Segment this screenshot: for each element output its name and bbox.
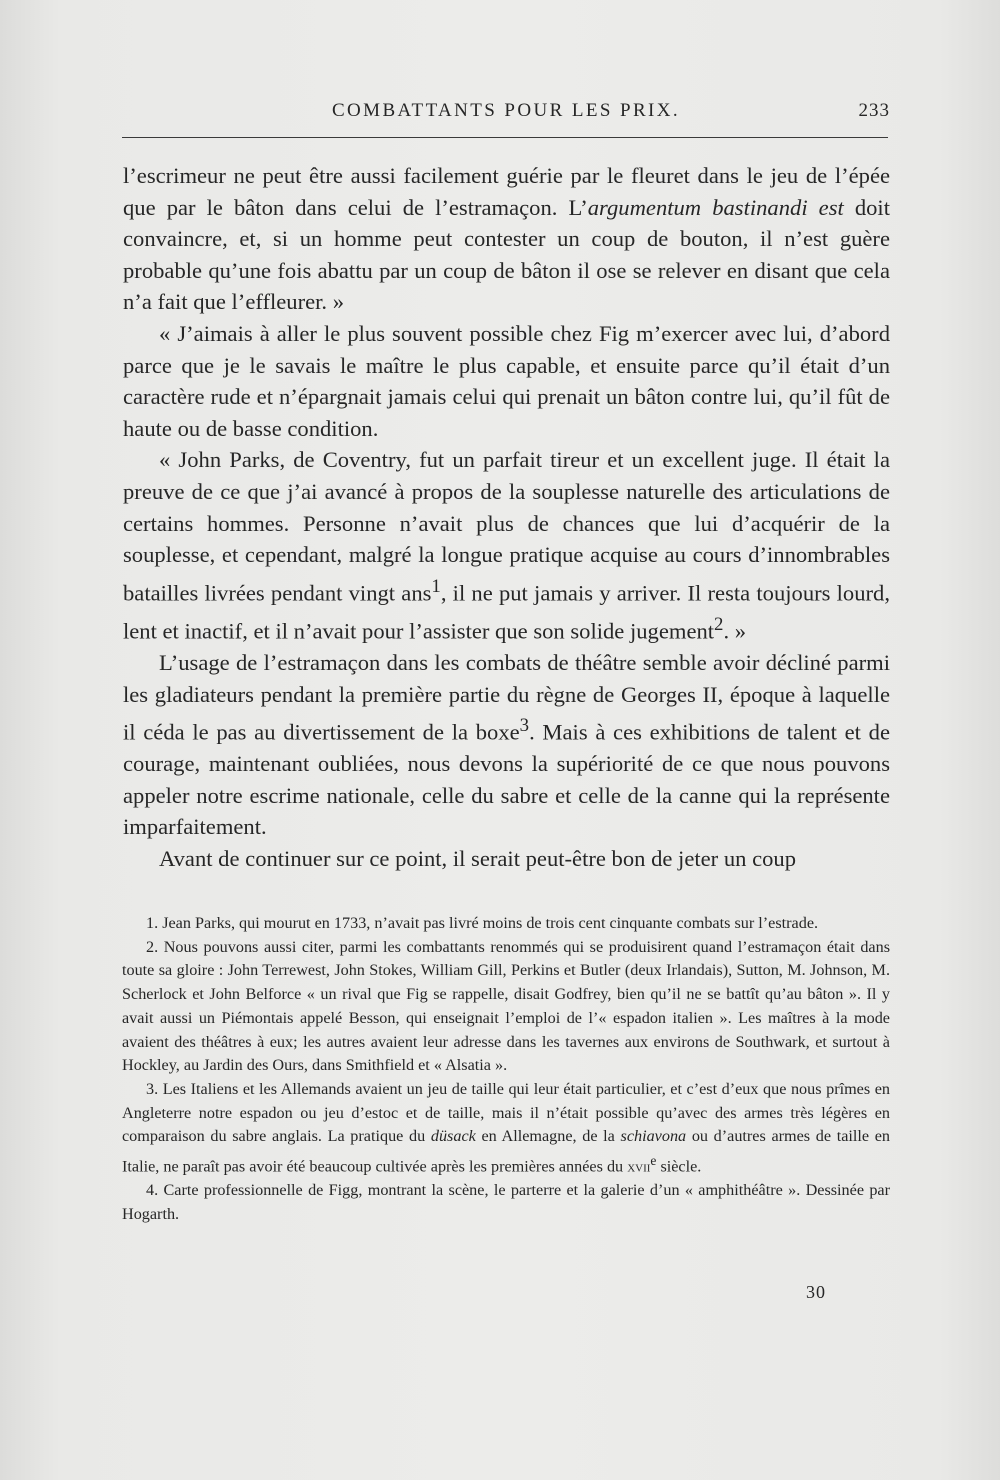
century-suffix: e — [650, 1153, 657, 1169]
paragraph-1 — [123, 160, 890, 318]
footnote-ref-1: 1 — [431, 575, 441, 597]
paragraph-4 — [123, 647, 890, 843]
paragraph-1-start: l’escrimeur ne peut être aussi facilement guérie par le fleuret dans le jeu de l’épée que par le bâton dans celui de l’estramaçon. — [123, 163, 890, 220]
footnote-4: 4. Carte professionnelle de Figg, montrant la scène, le parterre et la galerie d’un « amphithéâtre ». Dessinée par Hogarth. — [122, 1181, 890, 1223]
paragraph-2: « J’aimais à aller le plus souvent possible chez Fig m’exercer avec lui, d’abord parce que je le savais le maître le plus capable, et ensuite parce qu’il était d’un caractère rude et n’épargnait jamais celui qui prenait un bâton contre lui, qu’il fût de haute ou de basse condition. — [123, 320, 890, 441]
paragraph-4-start: L’usage de l’estramaçon dans les combats de théâtre semble avoir décliné parmi les gladiateurs pendant la première partie du règne de Georges II, époque à laquelle il céda le pas au divertissement de la boxe — [123, 649, 890, 745]
footnote-3 — [122, 1078, 890, 1179]
latin-phrase: argumentum bastinandi est — [587, 194, 844, 220]
footnote-3-a: 3. Les Italiens et les Allemands avaient un jeu de taille qui leur était particulier, et c’est d’eux que nous prîmes en Angleterre notre espadon ou jeu d’estoc et de taille, mais il n’était possible qu’avec des armes très légères en comparaison du sabre anglais. La pratique du — [122, 1079, 890, 1146]
paragraph-3-end: . » — [723, 618, 747, 644]
century-numeral: xvii — [627, 1157, 651, 1176]
footnote-2: 2. Nous pouvons aussi citer, parmi les combattants renommés qui se produisirent quand l’estramaçon était dans toute sa gloire : John Terrewest, John Stokes, William Gill, Perkins et Butler (deux Irlandais), Sutton, M. Johnson, M. Scherlock et John Belforce « un rival que Fig se rappelle, disait Godfrey, bien qu’il ne se battît qu’au bâton ». Il y avait aussi un Piémontais appelé Besson, qui enseignait l’emploi de l’« espadon italien ». Les maîtres à la mode avaient des théâtres à eux; les autres avaient leur adresse dans les tavernes aux environs de Southwark, et surtout à Hockley, au Jardin des Ours, dans Smithfield et « Alsatia ». — [122, 937, 890, 1075]
paragraph-3-start: « John Parks, de Coventry, fut un parfait tireur et un excellent juge. Il était la preuve de ce que j’ai avancé à propos de la souplesse naturelle des articulations de certains hommes. Personne n’avait plus de chances que lui d’acquérir de la souplesse, et cependant, malgré la longue pratique acquise au cours d’innombrables batailles livrées pendant vingt ans — [123, 447, 890, 606]
paragraph-3 — [123, 444, 890, 647]
term-schiavona: schiavona — [620, 1127, 687, 1146]
term-dusack: düsack — [430, 1127, 476, 1146]
footnote-3-d: siècle. — [656, 1157, 702, 1176]
footnote-3-c: ou d’autres armes de taille en Italie, ne paraît pas avoir été beaucoup cultivée après les premières années du — [122, 1127, 890, 1176]
running-title: COMBATTANTS POUR LES PRIX. — [331, 100, 681, 121]
footnote-ref-3: 3 — [519, 715, 530, 737]
latin-apostrophe: L’ — [568, 194, 588, 220]
footnote-3-b: en Allemagne, de la — [475, 1127, 621, 1146]
paragraph-4-end: . Mais à ces exhibitions de talent et de courage, maintenant oubliées, nous devons la supériorité de ce que nous pouvons appeler notre escrime nationale, celle du sabre et celle de la canne qui la représente imparfaitement. — [123, 719, 890, 840]
footnote-1: 1. Jean Parks, qui mourut en 1733, n’avait pas livré moins de trois cent cinquante combats sur l’estrade. — [146, 914, 819, 932]
paragraph-3-mid: , il ne put jamais y arriver. Il resta toujours lourd, lent et inactif, et il n’avait pour l’assister que son solide jugement — [123, 580, 890, 644]
signature-mark: 30 — [806, 1282, 826, 1302]
header-rule — [122, 137, 888, 138]
footnotes — [122, 912, 890, 1227]
paragraph-5: Avant de continuer sur ce point, il serait peut-être bon de jeter un coup — [159, 846, 797, 872]
page-number: 233 — [858, 100, 890, 121]
paragraph-1-end: doit convaincre, et, si un homme peut contester un coup de bouton, il n’est guère probable qu’une fois abattu par un coup de bâton il ose se relever en disant que cela n’a fait que l’effleurer. » — [123, 194, 890, 315]
running-head — [122, 100, 890, 130]
body-text — [123, 160, 890, 875]
footnote-ref-2: 2 — [714, 613, 724, 635]
